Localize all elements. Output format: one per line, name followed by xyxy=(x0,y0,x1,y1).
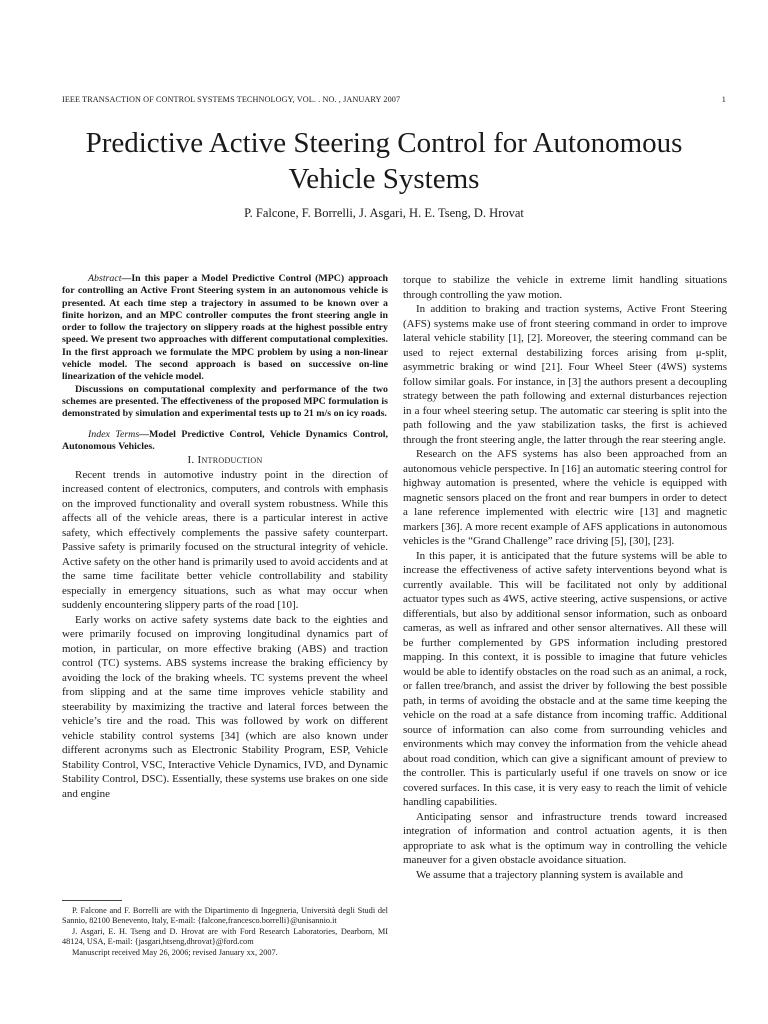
left-column xyxy=(62,273,388,801)
index-terms-text: —Model Predictive Control, Vehicle Dynamics Control, Autonomous Vehicles. xyxy=(62,428,389,452)
footnote: P. Falcone and F. Borrelli are with the Dipartimento di Ingegneria, Università degli Studi del Sannio, 82100 Benevento, Italy, E-mail: {falcone,francesco.borrelli}@unisannio.it xyxy=(62,906,388,926)
journal-line: IEEE TRANSACTION OF CONTROL SYSTEMS TECHNOLOGY, VOL. . NO. , JANUARY 2007 xyxy=(62,95,401,104)
index-terms-label: Index Terms xyxy=(88,428,140,440)
right-column xyxy=(403,273,727,882)
running-header xyxy=(62,95,726,104)
intro-paragraph: Recent trends in automotive industry point in the direction of increased content of electronics, computers, and controls with emphasis on the improved functionality and overall system robustness. While this affects all of the vehicle areas, there is a particular interest in active safety, which effectively complements the passive safety counterpart. Passive safety is primarily focused on the structural integrity of vehicle. Active safety on the other hand is primarily used to avoid accidents and at the same time facilitate better vehicle controllability and stability especially in emergency situations, such as what may occur when suddenly encountering slippery parts of the road [10]. xyxy=(62,468,388,612)
body-paragraph: Anticipating sensor and infrastructure trends toward increased integration of information and control actuation agents, it is then appropriate to ask what is the optimum way in controlling the vehicle maneuver for a given obstacle avoidance situation. xyxy=(403,810,727,866)
footnote-rule xyxy=(62,900,122,901)
body-paragraph: We assume that a trajectory planning system is available and xyxy=(416,868,684,881)
footnote: Manuscript received May 26, 2006; revised January xx, 2007. xyxy=(72,947,278,957)
body-paragraph: In this paper, it is anticipated that the future systems will be able to increase the effectiveness of active safety interventions beyond what is currently available. This will be facilitated not only by additional actuator types such as 4WS, active steering, active suspensions, or active differentials, but also by additional sensor information, such as onboard cameras, as well as infrared and other sensor alternatives. All these will be further complemented by GPS information including prestored mapping. In this context, it is possible to imagine that future vehicles would be able to identify obstacles on the road such as an animal, a rock, or fallen tree/branch, and assist the driver by following the best possible path, in terms of avoiding the obstacle and at the same time keeping the vehicle on the road at a safe distance from incoming traffic. Additional source of information can also come from surrounding vehicles and environments which may convey the information from the vehicle ahead about road condition, which can give a significant amount of preview to the controller. This is particularly useful if one travels on snow or ice covered surfaces. In this case, it is very easy to reach the limit of vehicle handling capabilities. xyxy=(403,549,727,808)
section-heading-introduction: I. Introduction xyxy=(187,454,263,467)
author-list: P. Falcone, F. Borrelli, J. Asgari, H. E. Tseng, D. Hrovat xyxy=(244,206,524,220)
intro-paragraph: Early works on active safety systems date back to the eighties and were primarily focused on improving longitudinal dynamics part of motion, in particular, on more effective braking (ABS) and traction control (TC) systems. ABS systems increase the braking efficiency by avoiding the lock of the braking wheels. TC systems prevent the wheel from slipping and at the same time improves vehicle stability and steerability by maximizing the tractive and lateral forces between the vehicle’s tire and the road. This was followed by work on different vehicle stability control systems [34] (which are also known under different acronyms such as Electronic Stability Program, ESP, Vehicle Stability Control, VSC, Interactive Vehicle Dynamics, IVD, and Dynamic Stability Control, DSC). Essentially, these systems use brakes on one side and engine xyxy=(62,613,388,800)
body-paragraph: torque to stabilize the vehicle in extreme limit handling situations through controlling the yaw motion. xyxy=(403,274,727,301)
abstract-text-2: Discussions on computational complexity and performance of the two schemes are presented. The effectiveness of the proposed MPC formulation is demonstrated by simulation and experimental tests up to 21 m/s on icy roads. xyxy=(62,383,388,420)
footnote: J. Asgari, E. H. Tseng and D. Hrovat are with Ford Research Laboratories, Dearborn, MI 48124, USA, E-mail: {jasgari,htseng,dhrovat}@ford.com xyxy=(62,926,388,947)
page-number: 1 xyxy=(721,95,726,104)
abstract-label: Abstract xyxy=(88,273,122,284)
paper-title: Predictive Active Steering Control for Autonomous Vehicle Systems xyxy=(85,127,683,195)
body-paragraph: Research on the AFS systems has also been approached from an autonomous vehicle perspective. In [16] an automatic steering control for highway automation is presented, where the vehicle is equipped with magnetic sensors placed on the front and rear bumpers in order to detect a lane reference implemented with electric wire [13] and magnetic markers [36]. A more recent example of AFS applications in autonomous vehicles is the “Grand Challenge” race driving [5], [30], [23]. xyxy=(403,448,727,547)
body-paragraph: In addition to braking and traction systems, Active Front Steering (AFS) systems make use of front steering command in order to improve lateral vehicle stability [1], [2]. Moreover, the steering command can be used to reject external destabilizing forces arising from μ-split, asymmetric braking or wind [21]. Four Wheel Steer (4WS) systems follow similar goals. For instance, in [3] the authors present a decoupling strategy between the path following and external disturbances rejection in a four wheel steering setup. The automatic car steering is split into the path following and the yaw stabilization tasks, the first is achieved through the front steering angle, the latter through the rear steering angle. xyxy=(403,303,727,446)
abstract-text: —In this paper a Model Predictive Control (MPC) approach for controlling an Active Front Steering system in an autonomous vehicle is presented. At each time step a trajectory in assumed to be known over a finite horizon, and an MPC controller computes the front steering angle in order to follow the trajectory on slippery roads at the highest possible entry speed. We present two approaches with different computational complexities. In the first approach we formulate the MPC problem by using a non-linear vehicle model. The second approach is based on successive on-line linearization of the vehicle model. xyxy=(62,273,388,383)
footnotes xyxy=(62,906,388,958)
abstract xyxy=(62,273,388,453)
